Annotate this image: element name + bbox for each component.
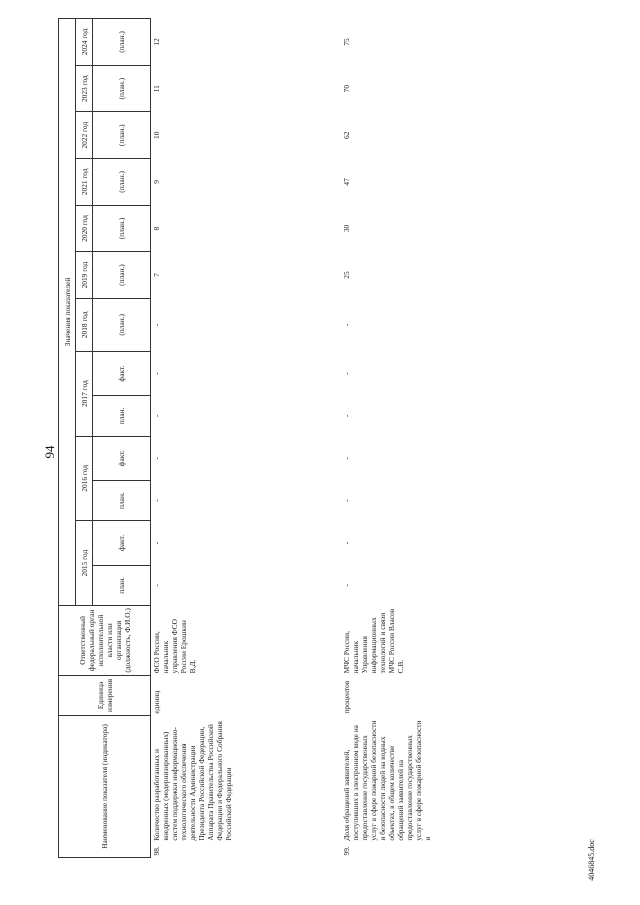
indicator-name: Доля обращений заявителей, поступивших в электронном виде на предоставление государственных услуг в сфере пожарной безопасности и безопасности людей на водных объектах, в общем количестве обращений заявителей на предоставление государственных услуг в сфере пожарной безопасности и [342, 720, 432, 841]
table-row [151, 19, 342, 858]
value-cell: - [342, 372, 351, 375]
value-cell: 70 [342, 84, 351, 93]
value-cell: - [342, 584, 351, 587]
header-2016-fact: факт. [93, 436, 151, 480]
row-number: 98. [152, 846, 161, 856]
header-2021-plan: (план.) [93, 159, 151, 206]
value-cell: 62 [342, 131, 351, 139]
header-2024-plan: (план.) [93, 19, 151, 66]
value-cell: 25 [342, 271, 351, 279]
header-year-2016: 2016 год [76, 436, 93, 521]
value-cell: 12 [152, 38, 161, 46]
value-cell: 8 [152, 226, 161, 231]
header-2015-fact: факт. [93, 521, 151, 565]
value-cell: - [152, 541, 161, 545]
value-cell: 75 [342, 38, 351, 46]
header-responsible: Ответственный федеральный орган исполнительной власти или организация (должность, Ф.И.О.) [59, 605, 151, 675]
table-row [341, 19, 575, 858]
header-year-2017: 2017 год [76, 351, 93, 436]
value-cell: 47 [342, 178, 351, 186]
unit: единиц [152, 690, 161, 714]
header-year-2024: 2024 год [76, 19, 93, 66]
value-cell: - [342, 457, 351, 460]
indicators-table-wrapper [58, 18, 593, 858]
value-cell: - [152, 414, 161, 418]
document-id: 4046845.doc [587, 839, 596, 881]
value-cell: - [342, 323, 351, 327]
header-year-2021: 2021 год [76, 159, 93, 206]
value-cell: - [342, 414, 351, 418]
header-year-2015: 2015 год [76, 521, 93, 606]
header-year-2023: 2023 год [76, 65, 93, 112]
value-cell: 7 [152, 273, 161, 277]
value-cell: - [342, 499, 351, 502]
indicators-table [58, 18, 575, 858]
header-year-2020: 2020 год [76, 205, 93, 252]
value-cell: - [152, 372, 161, 375]
header-2023-plan: (план.) [93, 65, 151, 112]
header-year-2018: 2018 год [76, 298, 93, 351]
header-2015-plan: план. [93, 565, 151, 605]
responsible: ФСО России, начальник управления ФСО России Ерошкин В.Д. [152, 619, 197, 674]
header-values-group: Значения показателей [59, 19, 76, 606]
header-2016-plan: план. [93, 481, 151, 521]
header-2017-plan: план. [93, 396, 151, 436]
header-year-2022: 2022 год [76, 112, 93, 159]
value-cell: 30 [342, 224, 351, 233]
header-unit: Единица измерения [59, 675, 151, 715]
unit: процентов [342, 680, 351, 714]
page-number: 94 [42, 445, 57, 459]
value-cell: - [152, 584, 161, 587]
header-2019-plan: (план.) [93, 252, 151, 299]
value-cell: - [152, 499, 161, 502]
value-cell: - [152, 323, 161, 327]
header-year-2019: 2019 год [76, 252, 93, 299]
value-cell: 10 [152, 131, 161, 139]
value-cell: 9 [152, 180, 161, 184]
responsible: МЧС России, начальник Управления информационных технологий и связи МЧС России Власов С.В. [342, 608, 405, 674]
header-2020-plan: (план.) [93, 205, 151, 252]
value-cell: - [342, 541, 351, 545]
value-cell: - [152, 457, 161, 460]
header-2017-fact: факт. [93, 351, 151, 395]
value-cell: 11 [152, 85, 161, 93]
indicator-name: Количество разработанных и внедренных (модернизированных) систем поддержки информационно-технологического обеспечения деятельности Администрации Президента Российской Федерации, Аппарата Правительства Российской Федерации и Федерального Собрания Российской Федерации [152, 721, 233, 841]
row-number: 99. [342, 846, 351, 856]
header-2018-plan: (план.) [93, 298, 151, 351]
header-2022-plan: (план.) [93, 112, 151, 159]
header-indicator-name: Наименование показателя (индикатора) [59, 716, 151, 858]
